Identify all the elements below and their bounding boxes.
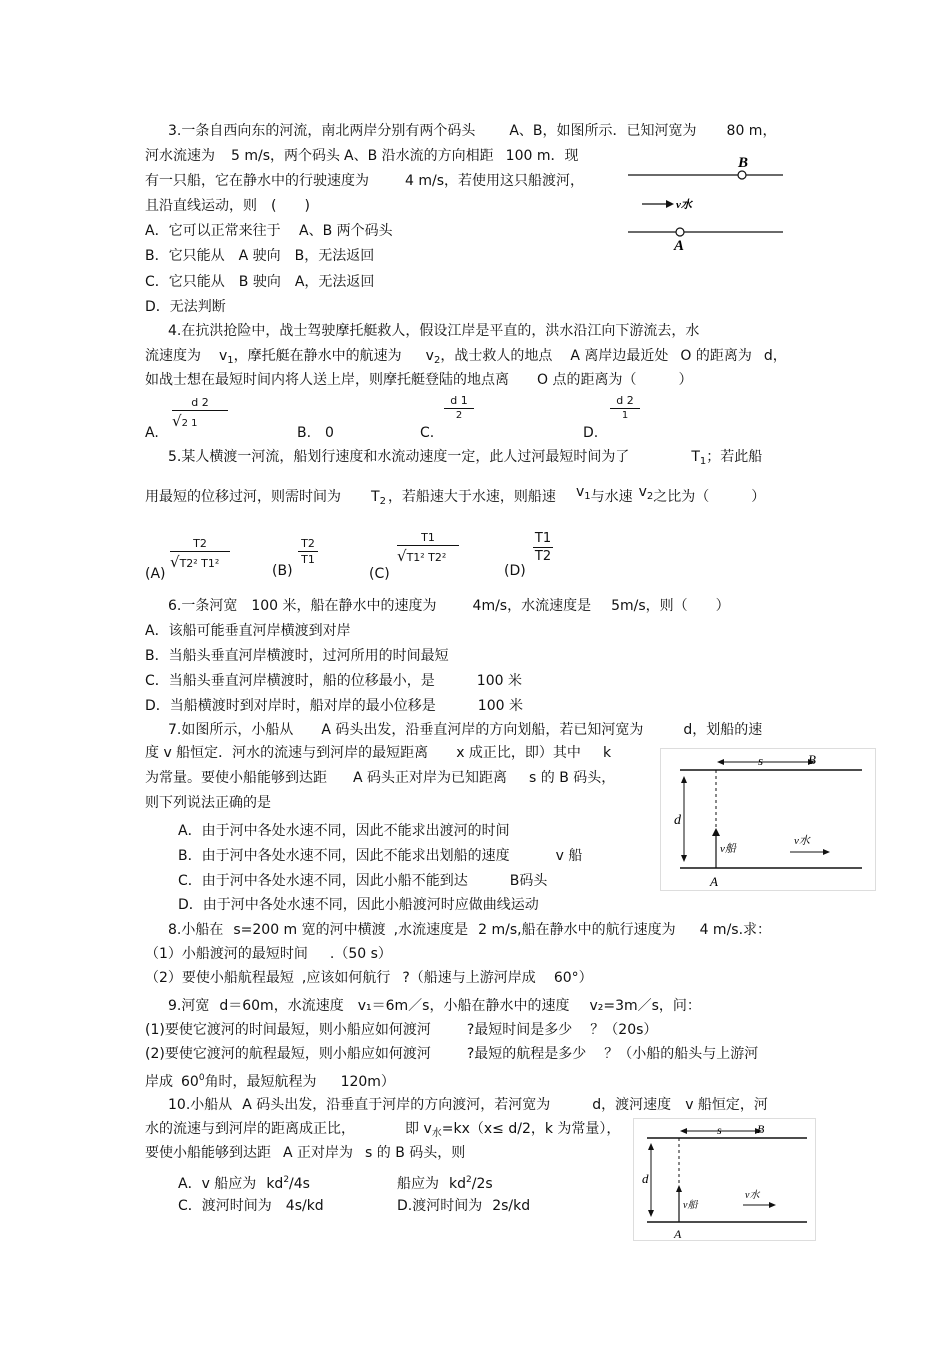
q10-line2: 水的流速与到河岸的距离成正比， 即 $v_水=kx(x\le d/2$，k 为常量），: [145, 1121, 621, 1139]
q3-dock-b-marker: [738, 171, 746, 179]
q3-label-b: B: [738, 155, 749, 171]
q7-label-a: A: [710, 874, 718, 889]
q3-option-a: A．它可以正常来往于 A、B 两个码头: [145, 223, 393, 239]
q5-option-a-formula: $\frac{T2}{\text{√T2² T1²}}$: [170, 537, 230, 571]
q10-label-b: B: [757, 1122, 765, 1136]
q5-line2: 用最短的位移过河，则需时间为 $T_2$ ，若船速大于水速，则船速 $v_1$与水速 $v_2$之比为（ ）: [145, 484, 766, 507]
q5-option-d: (D): [504, 563, 526, 579]
q10-label-a: A: [674, 1227, 682, 1241]
q7-river-figure: [660, 748, 876, 891]
q5-option-c-formula: $\frac{T1}{\text{√T1² T2²}}$: [397, 531, 459, 565]
q7-label-vwater: v水: [794, 835, 810, 847]
q7-option-d: D．由于河中各处水速不同，因此小船渡河时应做曲线运动: [178, 897, 539, 913]
q3-option-b: B．它只能从 A 驶向 B，无法返回: [145, 248, 375, 264]
q6-option-a: A．该船可能垂直河岸横渡到对岸: [145, 623, 351, 639]
q10-option-c: C．渡河时间为 4s/kd: [178, 1198, 324, 1214]
q6-option-b: B．当船头垂直河岸横渡时，过河所用的时间最短: [145, 648, 449, 664]
q7-label-b: B: [808, 752, 816, 767]
q6-option-c: C．当船头垂直河岸横渡时，船的位移最小，是 100 米: [145, 673, 522, 689]
q5-option-b: (B): [272, 563, 293, 579]
q10-label-s: s: [717, 1123, 722, 1137]
q4-option-d: D.: [583, 425, 599, 441]
q10-label-d: d: [642, 1171, 649, 1186]
q5-option-b-formula: $\frac{T2}{T1}$: [298, 537, 318, 566]
q3-dock-a-marker: [676, 228, 684, 236]
q4-line2: 流速度为 $v_1$，摩托艇在静水中的航速为 $v_2$，战士救人的地点 A 离岸边最近处 O 的距离为 d，: [145, 348, 787, 366]
q4-option-c-formula: $\frac{d 1}{2}$: [444, 394, 474, 421]
q4-option-a-formula: $\frac{d 2}{√2 1}$: [172, 396, 228, 430]
q8-line1: 8.小船在 s=200 m 宽的河中横渡 ,水流速度是 2 m/s,船在静水中的航行速度为 4 m/s.求：: [168, 922, 772, 938]
q4-option-a: A.: [145, 425, 159, 441]
q3-flow-arrow-icon: [666, 200, 674, 208]
q3-option-d: D．无法判断: [145, 299, 226, 315]
q3-option-c: C．它只能从 B 驶向 A，无法返回: [145, 274, 375, 290]
q7-option-c: C．由于河中各处水速不同，因此小船不能到达 B码头: [178, 873, 548, 889]
q7-line1: 7.如图所示，小船从 A 码头出发，沿垂直河岸的方向划船，若已知河宽为 d，划船的速: [168, 722, 763, 738]
q10-line3: 要使小船能够到达距 A 正对岸为 s 的 B 码头，则: [145, 1145, 466, 1161]
q3-line3: 有一只船，它在静水中的行驶速度为 4 m/s，若使用这只船渡河，: [145, 173, 585, 189]
q5-option-d-formula: $\frac{T1}{T2}$: [534, 531, 552, 564]
q10-line1: 10.小船从 A 码头出发，沿垂直于河岸的方向渡河，若河宽为 d，渡河速度 v 船恒定，河: [168, 1097, 768, 1113]
q9-line2: (1)要使它渡河的时间最短，则小船应如何渡河 ?最短时间是多少 ？（20s）: [145, 1022, 658, 1038]
q5-option-c: (C): [369, 566, 390, 582]
q3-line4: 且沿直线运动，则 ( ): [145, 198, 310, 214]
q4-line1: 4.在抗洪抢险中，战士驾驶摩托艇救人，假设江岸是平直的，洪水沿江向下游流去，水: [168, 323, 700, 339]
q4-line3: 如战士想在最短时间内将人送上岸，则摩托艇登陆的地点离 O 点的距离为（ ）: [145, 372, 693, 388]
q3-line1: 3.一条自西向东的河流，南北两岸分别有两个码头 A、B，如图所示．已知河宽为 80 m，: [168, 123, 777, 139]
q7-option-a: A．由于河中各处水速不同，因此不能求出渡河的时间: [178, 823, 510, 839]
q7-label-vboat: v船: [720, 843, 736, 855]
q6-line1: 6.一条河宽 100 米，船在静水中的速度为 4m/s，水流速度是 5m/s，则（ ）: [168, 598, 730, 614]
q5-option-a: (A): [145, 566, 166, 582]
q4-option-c: C.: [420, 425, 435, 441]
q10-option-b: 船应为 $kd^2/2s$: [397, 1175, 493, 1192]
q7-line3: 为常量。要使小船能够到达距 A 码头正对岸为已知距离 s 的 B 码头，: [145, 770, 616, 786]
q9-line1: 9.河宽 d＝60m，水流速度 v₁＝6m／s，小船在静水中的速度 v₂=3m／s，问：: [168, 998, 701, 1014]
q7-label-s: s: [758, 753, 764, 768]
q4-option-d-formula: $\frac{d 2}{1}$: [610, 394, 640, 421]
q6-option-d: D．当船横渡时到对岸时，船对岸的最小位移是 100 米: [145, 698, 523, 714]
q4-option-b: B. 0: [297, 425, 334, 441]
q9-line3: (2)要使它渡河的航程最短，则小船应如何渡河 ?最短的航程是多少 ？（小船的船头与上游河: [145, 1046, 759, 1062]
q8-line2: （1）小船渡河的最短时间 .（50 s）: [145, 946, 392, 962]
q3-label-v: v水: [676, 199, 692, 211]
q9-line4: 岸成 $60^0$角时，最短航程为 120m）: [145, 1073, 395, 1090]
q5-line1: 5.某人横渡一河流，船划行速度和水流动速度一定，此人过河最短时间为了 $T_1$；若此船: [168, 449, 763, 467]
q8-line3: （2）要使小船航程最短 ,应该如何航行 ?（船速与上游河岸成 60°）: [145, 970, 593, 986]
q3-river-figure: [628, 150, 790, 254]
q3-line2: 河水流速为 5 m/s，两个码头 A、B 沿水流的方向相距 100 m．现: [145, 148, 579, 164]
q7-line4: 则下列说法正确的是: [145, 795, 271, 811]
q10-label-vboat: v船: [683, 1200, 698, 1211]
q3-label-a: A: [674, 238, 685, 254]
q10-option-a: A．v 船应为 $kd^2/4s$: [178, 1175, 310, 1192]
q7-line2: 度 v 船恒定．河水的流速与到河岸的最短距离 x 成正比，即）其中 k: [145, 745, 612, 761]
q7-label-d: d: [674, 813, 681, 828]
q10-label-vwater: v水: [745, 1190, 760, 1201]
q10-river-figure: [633, 1118, 816, 1241]
q10-option-d: D.渡河时间为 2s/kd: [397, 1198, 531, 1214]
q7-option-b: B．由于河中各处水速不同，因此不能求出划船的速度 v 船: [178, 848, 583, 864]
